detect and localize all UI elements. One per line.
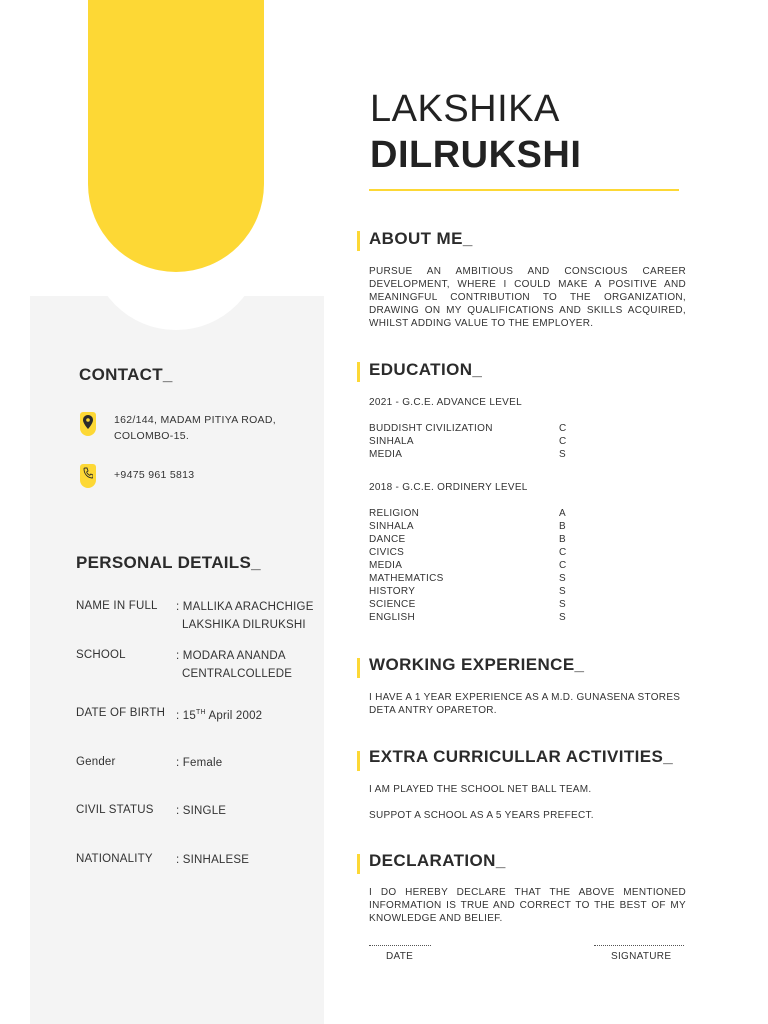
date-line (369, 944, 431, 946)
value-civil-status: : SINGLE (176, 805, 227, 817)
contact-title: CONTACT_ (79, 365, 173, 384)
value-line: CENTRALCOLLEDE (182, 668, 293, 680)
ol-subject-list (369, 507, 569, 624)
dob-day: : 15 (176, 709, 196, 722)
section-marker (357, 231, 360, 251)
label-civil-status: CIVIL STATUS (76, 804, 154, 816)
list-item (369, 520, 569, 533)
address (114, 412, 276, 444)
declaration-title: DECLARATION_ (369, 851, 506, 870)
grade: C (559, 436, 567, 447)
address-line-2: COLOMBO-15. (114, 430, 190, 442)
al-subject-list (369, 422, 569, 461)
list-item (369, 435, 569, 448)
list-item (369, 572, 569, 585)
grade: S (559, 612, 566, 623)
subject: CIVICS (369, 547, 405, 558)
work-title: WORKING EXPERIENCE_ (369, 655, 585, 674)
address-line-1: 162/144, MADAM PITIYA ROAD, (114, 414, 276, 426)
section-marker (357, 658, 360, 678)
signature-line (594, 944, 684, 946)
list-item (369, 559, 569, 572)
subject: BUDDISHT CIVILIZATION (369, 423, 493, 434)
grade: C (559, 560, 567, 571)
first-name: LAKSHIKA (370, 88, 560, 130)
subject: RELIGION (369, 508, 420, 519)
about-text: PURSUE AN AMBITIOUS AND CONSCIOUS CAREER DEVELOPMENT, WHERE I COULD MAKE A POSITIVE AND MEANINGFUL CONTRIBUTION TO THE ORGANIZATION, DRAWING ON MY QUALIFICATIONS AND SKILLS ACQUIRED, WHILST ADDING VALUE TO THE EMPLOYER. (369, 266, 686, 329)
name-underline (369, 189, 679, 191)
label-gender: Gender (76, 756, 116, 768)
list-item (369, 533, 569, 546)
list-item (369, 598, 569, 611)
value-date-of-birth (176, 704, 262, 725)
personal-details-title: PERSONAL DETAILS_ (76, 553, 261, 572)
subject: ENGLISH (369, 612, 416, 623)
grade: S (559, 573, 566, 584)
grade: B (559, 521, 566, 532)
about-title: ABOUT ME_ (369, 229, 473, 248)
list-item (369, 546, 569, 559)
phone-number: +9475 961 5813 (114, 469, 195, 481)
declaration-text: I DO HEREBY DECLARE THAT THE ABOVE MENTIONED INFORMATION IS TRUE AND CORRECT TO THE BEST OF MY KNOWLEDGE AND BELIEF. (369, 887, 686, 924)
label-nationality: NATIONALITY (76, 853, 153, 865)
education-title: EDUCATION_ (369, 360, 483, 379)
value-line: : MALLIKA ARACHCHIGE (176, 601, 314, 613)
section-marker (357, 362, 360, 382)
value-line: LAKSHIKA DILRUKSHI (182, 619, 306, 631)
subject: SINHALA (369, 436, 414, 447)
section-marker (357, 854, 360, 874)
work-line-2: DETA ANTRY OPARETOR. (369, 705, 497, 716)
label-date-of-birth: DATE OF BIRTH (76, 707, 166, 719)
dob-rest: April 2002 (205, 709, 263, 722)
dob-suffix: TH (195, 709, 206, 716)
subject: DANCE (369, 534, 406, 545)
grade: A (559, 508, 566, 519)
value-name-in-full (176, 598, 314, 634)
subject: MEDIA (369, 449, 403, 460)
al-heading: 2021 - G.C.E. ADVANCE LEVEL (369, 397, 522, 408)
subject: MATHEMATICS (369, 573, 444, 584)
list-item (369, 507, 569, 520)
phone-icon (80, 464, 96, 488)
grade: S (559, 599, 566, 610)
list-item (369, 611, 569, 624)
section-marker (357, 751, 360, 771)
grade: C (559, 423, 567, 434)
extra-title: EXTRA CURRICULLAR ACTIVITIES_ (369, 747, 674, 766)
list-item (369, 448, 569, 461)
extra-item-1: I AM PLAYED THE SCHOOL NET BALL TEAM. (369, 784, 592, 795)
subject: MEDIA (369, 560, 403, 571)
extra-item-2: SUPPOT A SCHOOL AS A 5 YEARS PREFECT. (369, 810, 594, 821)
value-line: : MODARA ANANDA (176, 650, 286, 662)
label-school: SCHOOL (76, 649, 126, 661)
value-gender: : Female (176, 757, 223, 769)
signature-label: SIGNATURE (611, 951, 672, 962)
grade: B (559, 534, 566, 545)
grade: S (559, 449, 566, 460)
grade: C (559, 547, 567, 558)
yellow-pill-decoration (88, 0, 264, 272)
ol-heading: 2018 - G.C.E. ORDINERY LEVEL (369, 482, 528, 493)
last-name: DILRUKSHI (370, 134, 582, 176)
work-line-1: I HAVE A 1 YEAR EXPERIENCE AS A M.D. GUNASENA STORES (369, 692, 681, 703)
list-item (369, 422, 569, 435)
subject: HISTORY (369, 586, 416, 597)
list-item (369, 585, 569, 598)
date-label: DATE (386, 951, 414, 962)
location-pin-icon (80, 412, 96, 436)
value-nationality: : SINHALESE (176, 854, 250, 866)
grade: S (559, 586, 566, 597)
subject: SCIENCE (369, 599, 416, 610)
label-name-in-full: NAME IN FULL (76, 600, 158, 612)
subject: SINHALA (369, 521, 414, 532)
value-school (176, 647, 292, 683)
